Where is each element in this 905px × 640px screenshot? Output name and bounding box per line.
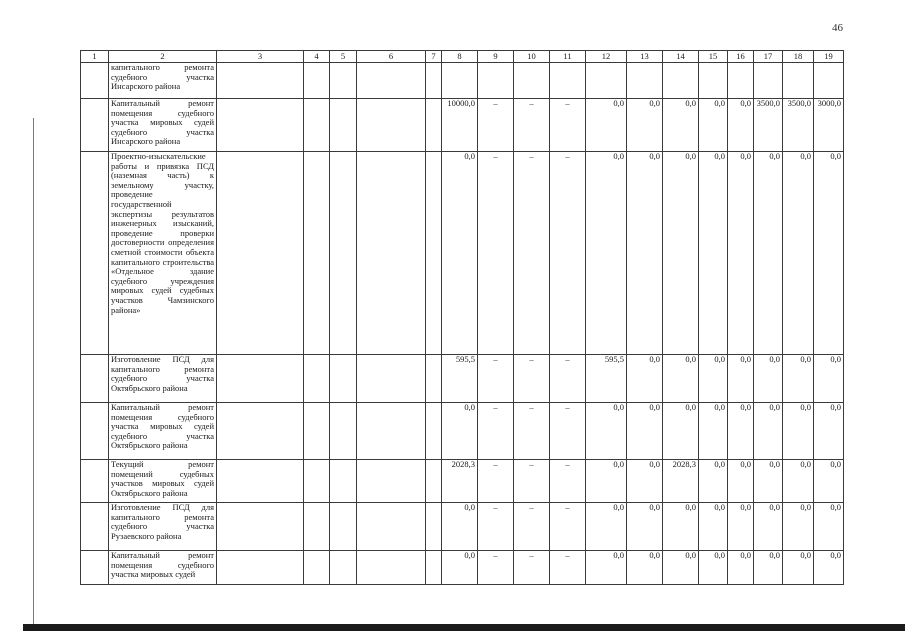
column-number-cell: 5 — [330, 51, 357, 63]
row-number-cell — [81, 403, 109, 460]
value-cell: 0,0 — [663, 355, 699, 403]
row-number-cell — [81, 503, 109, 551]
empty-cell — [330, 551, 357, 585]
value-cell — [478, 63, 514, 99]
row-name-cell: Изготовление ПСД для капитального ремонта судебного участка Рузаевского района — [109, 503, 217, 551]
value-cell: 0,0 — [754, 403, 783, 460]
value-cell — [663, 63, 699, 99]
value-cell: – — [478, 551, 514, 585]
table-row — [81, 355, 844, 403]
empty-cell — [304, 503, 330, 551]
empty-cell — [304, 63, 330, 99]
value-cell: – — [478, 152, 514, 355]
empty-cell — [357, 503, 426, 551]
value-cell: 0,0 — [814, 403, 844, 460]
column-number-cell: 14 — [663, 51, 699, 63]
empty-cell — [357, 152, 426, 355]
value-cell: 2028,3 — [663, 460, 699, 503]
value-cell: 0,0 — [754, 355, 783, 403]
margin-line — [33, 118, 34, 626]
row-number-cell — [81, 152, 109, 355]
column-number-row — [81, 51, 844, 63]
empty-cell — [304, 551, 330, 585]
value-cell: 0,0 — [814, 503, 844, 551]
empty-cell — [357, 460, 426, 503]
value-cell: 0,0 — [728, 503, 754, 551]
table-row — [81, 551, 844, 585]
column-number-cell: 6 — [357, 51, 426, 63]
empty-cell — [304, 99, 330, 152]
value-cell: 0,0 — [586, 99, 627, 152]
empty-cell — [357, 63, 426, 99]
empty-cell — [304, 152, 330, 355]
empty-cell — [330, 503, 357, 551]
value-cell: – — [514, 551, 550, 585]
value-cell: 0,0 — [783, 460, 814, 503]
value-cell: 0,0 — [663, 99, 699, 152]
value-cell — [442, 63, 478, 99]
value-cell: 0,0 — [814, 460, 844, 503]
value-cell: 0,0 — [699, 460, 728, 503]
empty-cell — [357, 355, 426, 403]
value-cell: 3500,0 — [754, 99, 783, 152]
value-cell: 0,0 — [627, 503, 663, 551]
value-cell: – — [550, 152, 586, 355]
value-cell: 0,0 — [814, 551, 844, 585]
value-cell: 0,0 — [442, 503, 478, 551]
value-cell: 0,0 — [442, 152, 478, 355]
empty-cell — [426, 503, 442, 551]
empty-cell — [217, 503, 304, 551]
empty-cell — [426, 460, 442, 503]
value-cell: 0,0 — [728, 460, 754, 503]
row-name-cell: Проектно-изыскательские работы и привязка ПСД (наземная часть) к земельному участку, проведение государственной экспертизы результатов инженерных изысканий, проведение проверки достоверности определения сметной стоимости объекта капитального строительства «Отдельное здание судебного учреждения мировых судей судебных участков Чамзинского района» — [109, 152, 217, 355]
value-cell: 0,0 — [627, 152, 663, 355]
empty-cell — [426, 551, 442, 585]
value-cell: 0,0 — [783, 355, 814, 403]
column-number-cell: 12 — [586, 51, 627, 63]
value-cell: 0,0 — [728, 403, 754, 460]
value-cell: – — [550, 551, 586, 585]
value-cell: 0,0 — [754, 503, 783, 551]
empty-cell — [357, 551, 426, 585]
empty-cell — [330, 460, 357, 503]
empty-cell — [330, 63, 357, 99]
value-cell: 0,0 — [442, 551, 478, 585]
column-number-cell: 11 — [550, 51, 586, 63]
value-cell: 3000,0 — [814, 99, 844, 152]
empty-cell — [357, 403, 426, 460]
value-cell: 0,0 — [442, 403, 478, 460]
value-cell: – — [478, 460, 514, 503]
empty-cell — [426, 99, 442, 152]
value-cell: 0,0 — [699, 99, 728, 152]
empty-cell — [330, 355, 357, 403]
empty-cell — [217, 355, 304, 403]
row-name-cell: Капитальный ремонт помещения судебного участка мировых судей судебного участка Октябрьского района — [109, 403, 217, 460]
empty-cell — [217, 403, 304, 460]
row-number-cell — [81, 551, 109, 585]
table-row — [81, 503, 844, 551]
value-cell: 0,0 — [754, 152, 783, 355]
value-cell: 0,0 — [586, 551, 627, 585]
row-name-cell: капитального ремонта судебного участка Инсарского района — [109, 63, 217, 99]
value-cell: – — [550, 355, 586, 403]
empty-cell — [426, 403, 442, 460]
column-number-cell: 13 — [627, 51, 663, 63]
table-row — [81, 460, 844, 503]
value-cell: 0,0 — [663, 152, 699, 355]
value-cell — [699, 63, 728, 99]
column-number-cell: 15 — [699, 51, 728, 63]
column-number-cell: 16 — [728, 51, 754, 63]
empty-cell — [304, 403, 330, 460]
table-row — [81, 63, 844, 99]
empty-cell — [330, 152, 357, 355]
row-name-cell: Капитальный ремонт помещения судебного участка мировых судей — [109, 551, 217, 585]
value-cell: – — [514, 460, 550, 503]
value-cell: – — [514, 503, 550, 551]
column-number-cell: 9 — [478, 51, 514, 63]
value-cell: 0,0 — [663, 503, 699, 551]
value-cell: 0,0 — [586, 503, 627, 551]
row-number-cell — [81, 460, 109, 503]
empty-cell — [217, 99, 304, 152]
column-number-cell: 4 — [304, 51, 330, 63]
value-cell: 0,0 — [627, 551, 663, 585]
value-cell: 0,0 — [728, 152, 754, 355]
column-number-cell: 3 — [217, 51, 304, 63]
value-cell: – — [478, 99, 514, 152]
budget-table — [80, 50, 844, 585]
value-cell: 0,0 — [627, 355, 663, 403]
table-row — [81, 99, 844, 152]
value-cell: – — [550, 460, 586, 503]
empty-cell — [217, 63, 304, 99]
value-cell: – — [514, 99, 550, 152]
column-number-cell: 19 — [814, 51, 844, 63]
empty-cell — [217, 152, 304, 355]
value-cell — [550, 63, 586, 99]
row-number-cell — [81, 355, 109, 403]
value-cell: 0,0 — [586, 460, 627, 503]
empty-cell — [330, 403, 357, 460]
row-number-cell — [81, 99, 109, 152]
value-cell: 0,0 — [627, 460, 663, 503]
value-cell: 0,0 — [783, 403, 814, 460]
value-cell: – — [514, 152, 550, 355]
value-cell: 0,0 — [728, 99, 754, 152]
value-cell: 0,0 — [783, 551, 814, 585]
value-cell — [514, 63, 550, 99]
value-cell: 10000,0 — [442, 99, 478, 152]
value-cell: 0,0 — [586, 403, 627, 460]
row-number-cell — [81, 63, 109, 99]
value-cell: 0,0 — [754, 460, 783, 503]
value-cell: 0,0 — [728, 551, 754, 585]
row-name-cell: Капитальный ремонт помещения судебного участка мировых судей судебного участка Инсарского района — [109, 99, 217, 152]
value-cell: 0,0 — [699, 551, 728, 585]
value-cell: 0,0 — [783, 152, 814, 355]
row-name-cell: Текущий ремонт помещений судебных участков мировых судей Октябрьского района — [109, 460, 217, 503]
value-cell — [814, 63, 844, 99]
page-number: 46 — [832, 22, 843, 34]
value-cell: 0,0 — [699, 152, 728, 355]
value-cell: 0,0 — [814, 355, 844, 403]
column-number-cell: 10 — [514, 51, 550, 63]
value-cell — [754, 63, 783, 99]
value-cell: – — [478, 503, 514, 551]
value-cell: 2028,3 — [442, 460, 478, 503]
value-cell: 0,0 — [728, 355, 754, 403]
column-number-cell: 7 — [426, 51, 442, 63]
table-row — [81, 403, 844, 460]
value-cell — [783, 63, 814, 99]
empty-cell — [357, 99, 426, 152]
value-cell: 595,5 — [586, 355, 627, 403]
value-cell: – — [514, 355, 550, 403]
column-number-cell: 17 — [754, 51, 783, 63]
value-cell — [627, 63, 663, 99]
empty-cell — [217, 551, 304, 585]
column-number-cell: 8 — [442, 51, 478, 63]
empty-cell — [330, 99, 357, 152]
empty-cell — [304, 355, 330, 403]
value-cell: 0,0 — [699, 403, 728, 460]
value-cell — [586, 63, 627, 99]
empty-cell — [304, 460, 330, 503]
value-cell: 0,0 — [754, 551, 783, 585]
value-cell: 0,0 — [699, 355, 728, 403]
value-cell: 0,0 — [627, 99, 663, 152]
empty-cell — [426, 63, 442, 99]
value-cell: – — [550, 503, 586, 551]
value-cell: – — [478, 403, 514, 460]
value-cell: 0,0 — [814, 152, 844, 355]
empty-cell — [217, 460, 304, 503]
scan-bottom-band — [23, 624, 905, 631]
table-body — [81, 51, 844, 585]
value-cell: 0,0 — [586, 152, 627, 355]
value-cell: 0,0 — [699, 503, 728, 551]
table-row — [81, 152, 844, 355]
value-cell: 0,0 — [783, 503, 814, 551]
value-cell: 595,5 — [442, 355, 478, 403]
empty-cell — [426, 152, 442, 355]
value-cell — [728, 63, 754, 99]
column-number-cell: 1 — [81, 51, 109, 63]
value-cell: – — [478, 355, 514, 403]
value-cell: 0,0 — [663, 403, 699, 460]
column-number-cell: 18 — [783, 51, 814, 63]
value-cell: – — [514, 403, 550, 460]
value-cell: – — [550, 99, 586, 152]
value-cell: 0,0 — [627, 403, 663, 460]
column-number-cell: 2 — [109, 51, 217, 63]
value-cell: 0,0 — [663, 551, 699, 585]
empty-cell — [426, 355, 442, 403]
row-name-cell: Изготовление ПСД для капитального ремонта судебного участка Октябрьского района — [109, 355, 217, 403]
value-cell: 3500,0 — [783, 99, 814, 152]
value-cell: – — [550, 403, 586, 460]
